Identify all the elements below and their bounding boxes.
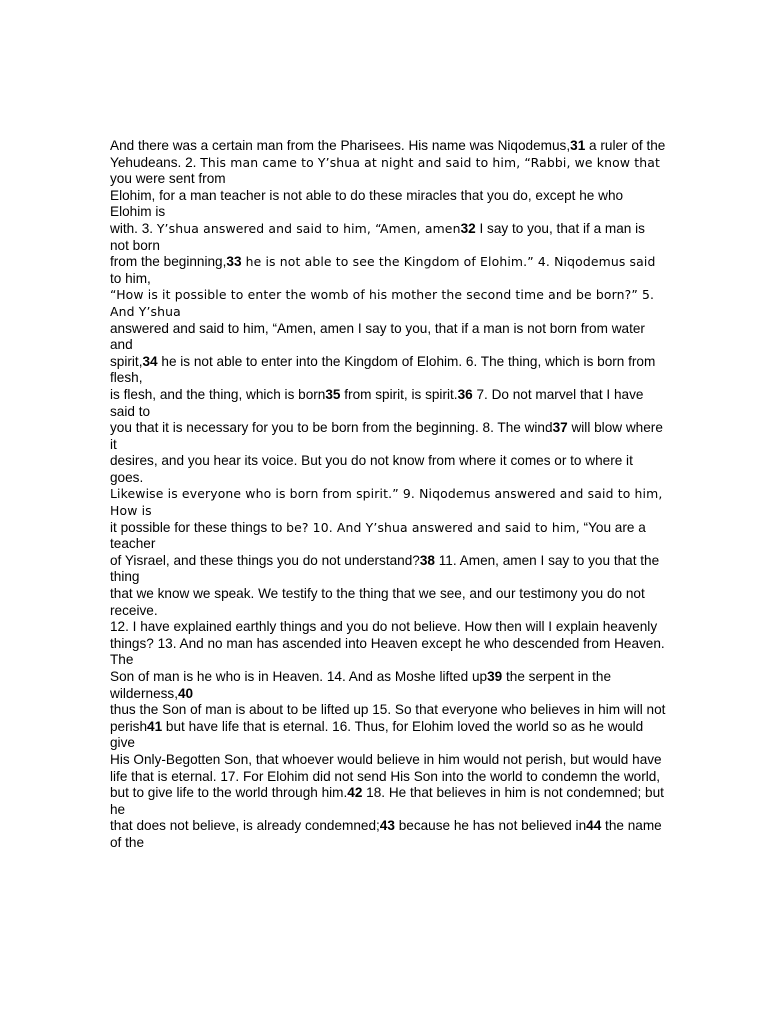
text-segment: Son of man is he who is in Heaven. 14. And as Moshe lifted up (110, 669, 488, 684)
text-segment: with. 3. (110, 220, 157, 236)
text-segment: Elohim, for a man teacher is not able to do these miracles that you do, except he who Elohim is (110, 187, 624, 220)
text-line (110, 287, 666, 320)
footnote-reference: 31 (570, 138, 586, 153)
text-segment: life that is eternal. 17. For Elohim did not send His Son into the world to condemn the world, (110, 768, 661, 784)
text-segment: And there was a certain man from the Pharisees. His name was Niqodemus, (110, 138, 571, 153)
text-segment: answered and said to him, “Amen, amen I say to you, that if a man is not born from water and (110, 320, 645, 353)
text-line (110, 486, 666, 519)
text-segment: you were sent from (110, 171, 226, 187)
text-line (110, 354, 666, 387)
text-segment: but to give life to the world through him. (110, 785, 348, 801)
text-segment: from the beginning, (110, 254, 227, 270)
text-segment: Likewise is everyone who is born from spirit.” 9. Niqodemus answered and said to him, How is (110, 486, 663, 519)
text-line (110, 702, 666, 719)
text-line (110, 785, 666, 818)
text-segment: 11. Amen, amen I say to you that the thing (110, 552, 660, 585)
text-segment: will blow where it (110, 420, 663, 452)
text-line (110, 818, 666, 851)
text-line (110, 769, 666, 786)
text-line (110, 752, 666, 769)
text-segment: that we know we speak. We testify to the thing that we see, and our testimony you do not receive. (110, 586, 645, 618)
text-line (110, 636, 666, 669)
footnote-reference: 37 (552, 420, 568, 436)
text-segment: that does not believe, is already condemned; (110, 818, 380, 834)
text-segment: the name of the (110, 818, 662, 850)
text-segment: you that it is necessary for you to be born from the beginning. 8. The wind (110, 420, 553, 436)
text-segment: the serpent in the wilderness, (110, 669, 612, 701)
text-segment: 12. I have explained earthly things and you do not believe. How then will I explain heavenly (110, 619, 658, 635)
text-line (110, 387, 666, 420)
footnote-reference: 36 (457, 386, 473, 402)
text-segment: but have life that is eternal. 16. Thus, for Elohim loved the world so as he would give (110, 718, 644, 751)
text-line (110, 719, 666, 752)
footnote-reference: 32 (460, 220, 476, 236)
text-segment: Yehudeans. 2. (110, 154, 201, 170)
text-segment: thus the Son of man is about to be lifted up 15. So that everyone who believes in him will not (110, 702, 666, 718)
footnote-reference: 41 (147, 718, 163, 734)
text-line (110, 155, 666, 188)
text-line (110, 453, 666, 486)
text-segment: “You are a teacher (110, 519, 646, 552)
text-segment: 7. Do not marvel that I have said to (110, 386, 644, 419)
text-segment: because he has not believed in (394, 818, 587, 834)
text-segment: perish (110, 718, 148, 734)
text-line (110, 254, 666, 287)
footnote-reference: 35 (325, 386, 341, 402)
text-line (110, 420, 666, 453)
text-segment: be? 10. And Y’shua answered and said to him, (286, 519, 580, 535)
text-segment: things? 13. And no man has ascended into Heaven except he who descended from Heaven. The (110, 635, 665, 668)
text-segment: he is not able to see the Kingdom of Elohim.” 4. Niqodemus said (241, 254, 656, 270)
footnote-reference: 38 (419, 552, 435, 568)
scripture-text-block (110, 138, 666, 852)
text-line (110, 221, 666, 254)
text-segment: Y’shua answered and said to him, “Amen, amen (156, 220, 461, 236)
text-line (110, 586, 666, 619)
text-line (110, 553, 666, 586)
text-segment: desires, and you hear its voice. But you do not know from where it comes or to where it goes. (110, 453, 633, 485)
footnote-reference: 40 (178, 685, 194, 701)
text-line (110, 138, 666, 155)
text-line (110, 321, 666, 354)
text-segment: from spirit, is spirit. (340, 386, 458, 402)
text-segment: spirit, (110, 353, 143, 369)
footnote-reference: 44 (586, 818, 602, 834)
text-line (110, 619, 666, 636)
footnote-reference: 33 (226, 254, 242, 270)
text-segment: of Yisrael, and these things you do not understand? (110, 552, 420, 568)
footnote-reference: 43 (379, 818, 395, 834)
text-line (110, 188, 666, 221)
text-line (110, 669, 666, 702)
footnote-reference: 34 (142, 353, 158, 369)
text-segment: a ruler of the (585, 138, 666, 153)
footnote-reference: 39 (487, 669, 503, 684)
text-segment: it possible for these things to (110, 519, 287, 535)
text-segment: I say to you, that if a man is not born (110, 220, 645, 253)
text-segment: “How is it possible to enter the womb of his mother the second time and be born?” 5. And Y’shua (110, 287, 655, 319)
text-segment: 18. He that believes in him is not condemned; but he (110, 785, 664, 817)
text-line (110, 520, 666, 553)
text-segment: is flesh, and the thing, which is born (110, 386, 326, 402)
text-segment: he is not able to enter into the Kingdom of Elohim. 6. The thing, which is born from flesh, (110, 353, 656, 386)
text-segment: His Only-Begotten Son, that whoever would believe in him would not perish, but would have (110, 751, 662, 767)
text-segment: This man came to Y’shua at night and said to him, “Rabbi, we know that (200, 154, 660, 170)
text-segment: to him, (110, 270, 151, 286)
footnote-reference: 42 (347, 785, 363, 801)
